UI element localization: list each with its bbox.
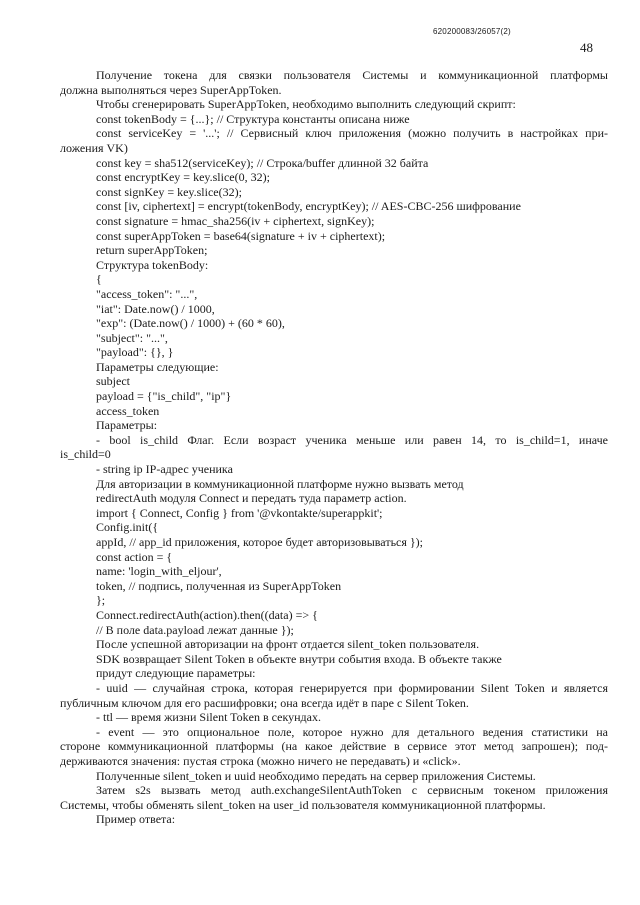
code-line: access_token	[96, 403, 160, 418]
paragraph-line: Пример ответа:	[96, 812, 176, 827]
document-body	[60, 68, 608, 827]
paragraph-line: публичным ключом для его расшифровки; она всегда идёт в паре с Silent Token.	[60, 695, 469, 710]
paragraph-line: Параметры следующие:	[96, 359, 219, 374]
code-line: const serviceKey = '...'; // Сервисный ключ приложения (можно получить в настройках при-	[96, 126, 608, 141]
code-line: token, // подпись, полученная из SuperAppToken	[96, 578, 342, 593]
code-line: const key = sha512(serviceKey); // Строка/buffer длинной 32 байта	[96, 155, 429, 170]
code-line: {	[96, 272, 102, 287]
code-line: "iat": Date.now() / 1000,	[96, 301, 215, 316]
paragraph-line: Структура tokenBody:	[96, 257, 209, 272]
paragraph-line: придут следующие параметры:	[96, 666, 256, 681]
paragraph-line: Затем s2s вызвать метод auth.exchangeSilentAuthToken с сервисным токеном приложения	[96, 783, 608, 798]
paragraph-line: держиваются значения: пустая строка (можно ничего не передавать) и «click».	[60, 753, 461, 768]
code-line: return superAppToken;	[96, 243, 208, 258]
page-number: 48	[580, 40, 593, 55]
code-line: payload = {"is_child", "ip"}	[96, 389, 232, 404]
paragraph-line: - ttl — время жизни Silent Token в секундах.	[96, 710, 321, 725]
code-line: const encryptKey = key.slice(0, 32);	[96, 170, 270, 185]
code-line: ложения VK)	[60, 140, 128, 155]
paragraph-line: - uuid — случайная строка, которая генерируется при формировании Silent Token и является	[96, 680, 608, 695]
paragraph-line: - event — это опциональное поле, которое нужно для детального ведения статистики на	[96, 724, 608, 739]
paragraph-line: Параметры:	[96, 418, 158, 433]
code-line: const action = {	[96, 549, 173, 564]
code-line: "subject": "...",	[96, 330, 168, 345]
code-line: // В поле data.payload лежат данные });	[96, 622, 294, 637]
code-line: const signKey = key.slice(32);	[96, 184, 242, 199]
code-line: "exp": (Date.now() / 1000) + (60 * 60),	[96, 316, 285, 331]
paragraph-line: redirectAuth модуля Connect и передать туда параметр action.	[96, 491, 407, 506]
code-line: const [iv, ciphertext] = encrypt(tokenBody, encryptKey); // AES-CBC-256 шифрование	[96, 199, 521, 214]
code-line: };	[96, 593, 106, 608]
paragraph-line: Для авторизации в коммуникационной платформе нужно вызвать метод	[96, 476, 464, 491]
paragraph-line: Системы, чтобы обменять silent_token на user_id пользователя коммуникационной платформы.	[60, 797, 546, 812]
code-line: const superAppToken = base64(signature + iv + ciphertext);	[96, 228, 386, 243]
code-line: const tokenBody = {...}; // Структура константы описана ниже	[96, 111, 410, 126]
document-id: 620200083/26057(2)	[433, 27, 511, 36]
code-line: const signature = hmac_sha256(iv + ciphertext, signKey);	[96, 213, 375, 228]
paragraph-line: SDK возвращает Silent Token в объекте внутри события входа. В объекте также	[96, 651, 502, 666]
code-line: "access_token": "...",	[96, 286, 198, 301]
code-line: subject	[96, 374, 130, 389]
code-line: Connect.redirectAuth(action).then((data) => {	[96, 607, 318, 622]
code-line: name: 'login_with_eljour',	[96, 564, 222, 579]
paragraph-line: должна выполняться через SuperAppToken.	[60, 82, 282, 97]
paragraph-line: - bool is_child Флаг. Если возраст ученика меньше или равен 14, то is_child=1, иначе	[96, 432, 608, 447]
paragraph-line: Получение токена для связки пользователя Системы и коммуникационной платформы	[96, 68, 608, 82]
paragraph-line: - string ip IP-адрес ученика	[96, 462, 233, 477]
code-line: import { Connect, Config } from '@vkontakte/superappkit';	[96, 505, 383, 520]
code-line: Config.init({	[96, 520, 159, 535]
paragraph-line: is_child=0	[60, 447, 111, 462]
paragraph-line: Полученные silent_token и uuid необходимо передать на сервер приложения Системы.	[96, 768, 536, 783]
code-line: appId, // app_id приложения, которое будет авторизовываться });	[96, 535, 423, 549]
paragraph-line: Чтобы сгенерировать SuperAppToken, необходимо выполнить следующий скрипт:	[96, 97, 516, 112]
paragraph-line: После успешной авторизации на фронт отдается silent_token пользователя.	[96, 637, 480, 652]
paragraph-line: стороне коммуникационной платформы (на какое действие в сервисе этот метод запрошен); под-	[60, 739, 608, 754]
code-line: "payload": {}, }	[96, 345, 174, 360]
